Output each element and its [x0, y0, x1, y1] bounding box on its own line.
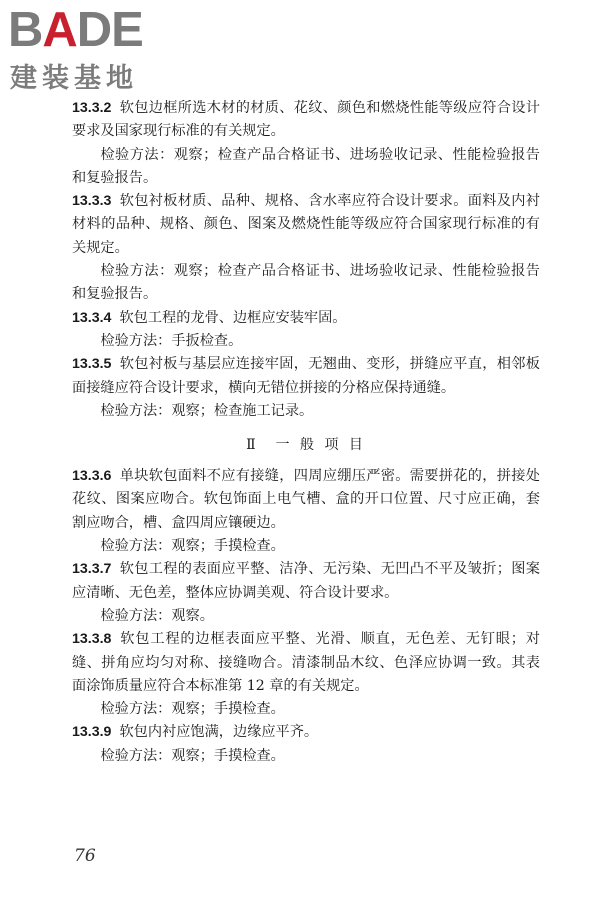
section-heading: Ⅱ 一 般 项 目 — [246, 437, 366, 454]
clause-number: 13.3.3 — [72, 193, 112, 210]
clause-13-3-9 — [72, 721, 540, 744]
clause-number: 13.3.7 — [72, 561, 112, 578]
clause-text: 软包衬板材质、品种、规格、含水率应符合设计要求。面料及内衬材料的品种、规格、颜色、图案及燃烧性能等级应符合国家现行标准的有关规定。 — [72, 193, 540, 256]
inspection-method: 检验方法：观察；手摸检查。 — [100, 747, 285, 764]
page-body — [72, 97, 540, 768]
inspection-method: 检验方法：观察；检查产品合格证书、进场验收记录、性能检验报告和复验报告。 — [72, 146, 540, 186]
clause-text: 软包工程的表面应平整、洁净、无污染、无凹凸不平及皱折；图案应清晰、无色差，整体应协调美观、符合设计要求。 — [72, 561, 540, 601]
logo-subtitle: 建装基地 — [10, 63, 138, 94]
clause-13-3-3 — [72, 190, 540, 260]
clause-number: 13.3.8 — [72, 631, 112, 648]
clause-13-3-4 — [72, 307, 540, 330]
clause-13-3-7 — [72, 558, 540, 605]
clause-13-3-6 — [72, 465, 540, 535]
inspection-method: 检验方法：观察；手摸检查。 — [100, 701, 285, 718]
clause-number: 13.3.4 — [72, 309, 112, 326]
clause-number: 13.3.6 — [72, 468, 112, 485]
inspection-method: 检验方法：观察。 — [100, 607, 214, 624]
clause-text: 软包工程的龙骨、边框应安装牢固。 — [119, 309, 347, 326]
bade-logo — [8, 4, 178, 96]
clause-text: 软包边框所选木材的材质、花纹、颜色和燃烧性能等级应符合设计要求及国家现行标准的有关规定。 — [72, 100, 540, 140]
inspection-method: 检验方法：观察；检查产品合格证书、进场验收记录、性能检验报告和复验报告。 — [72, 263, 540, 303]
clause-text: 软包工程的边框表面应平整、光滑、顺直，无色差、无钉眼；对缝、拼角应均匀对称、接缝吻合。清漆制品木纹、色泽应协调一致。其表面涂饰质量应符合本标准第 12 章的有关规定。 — [72, 631, 540, 694]
clause-number: 13.3.2 — [72, 100, 112, 116]
inspection-method: 检验方法：观察；检查施工记录。 — [100, 402, 314, 419]
clause-text: 软包内衬应饱满，边缘应平齐。 — [119, 724, 319, 741]
clause-13-3-8 — [72, 628, 540, 698]
clause-number: 13.3.9 — [72, 724, 112, 741]
clause-text: 软包衬板与基层应连接牢固，无翘曲、变形，拼缝应平直，相邻板面接缝应符合设计要求，横向无错位拼接的分格应保持通缝。 — [72, 356, 540, 396]
logo-wordmark: BADE — [8, 3, 143, 57]
clause-text: 单块软包面料不应有接缝，四周应绷压严密。需要拼花的，拼接处花纹、图案应吻合。软包饰面上电气槽、盒的开口位置、尺寸应正确，套割应吻合，槽、盒四周应镶硬边。 — [72, 468, 540, 531]
clause-13-3-5 — [72, 353, 540, 400]
inspection-method: 检验方法：手扳检查。 — [100, 332, 243, 349]
clause-number: 13.3.5 — [72, 356, 112, 373]
clause-13-3-2 — [72, 97, 540, 144]
inspection-method: 检验方法：观察；手摸检查。 — [100, 538, 285, 555]
page-number: 76 — [74, 846, 96, 866]
